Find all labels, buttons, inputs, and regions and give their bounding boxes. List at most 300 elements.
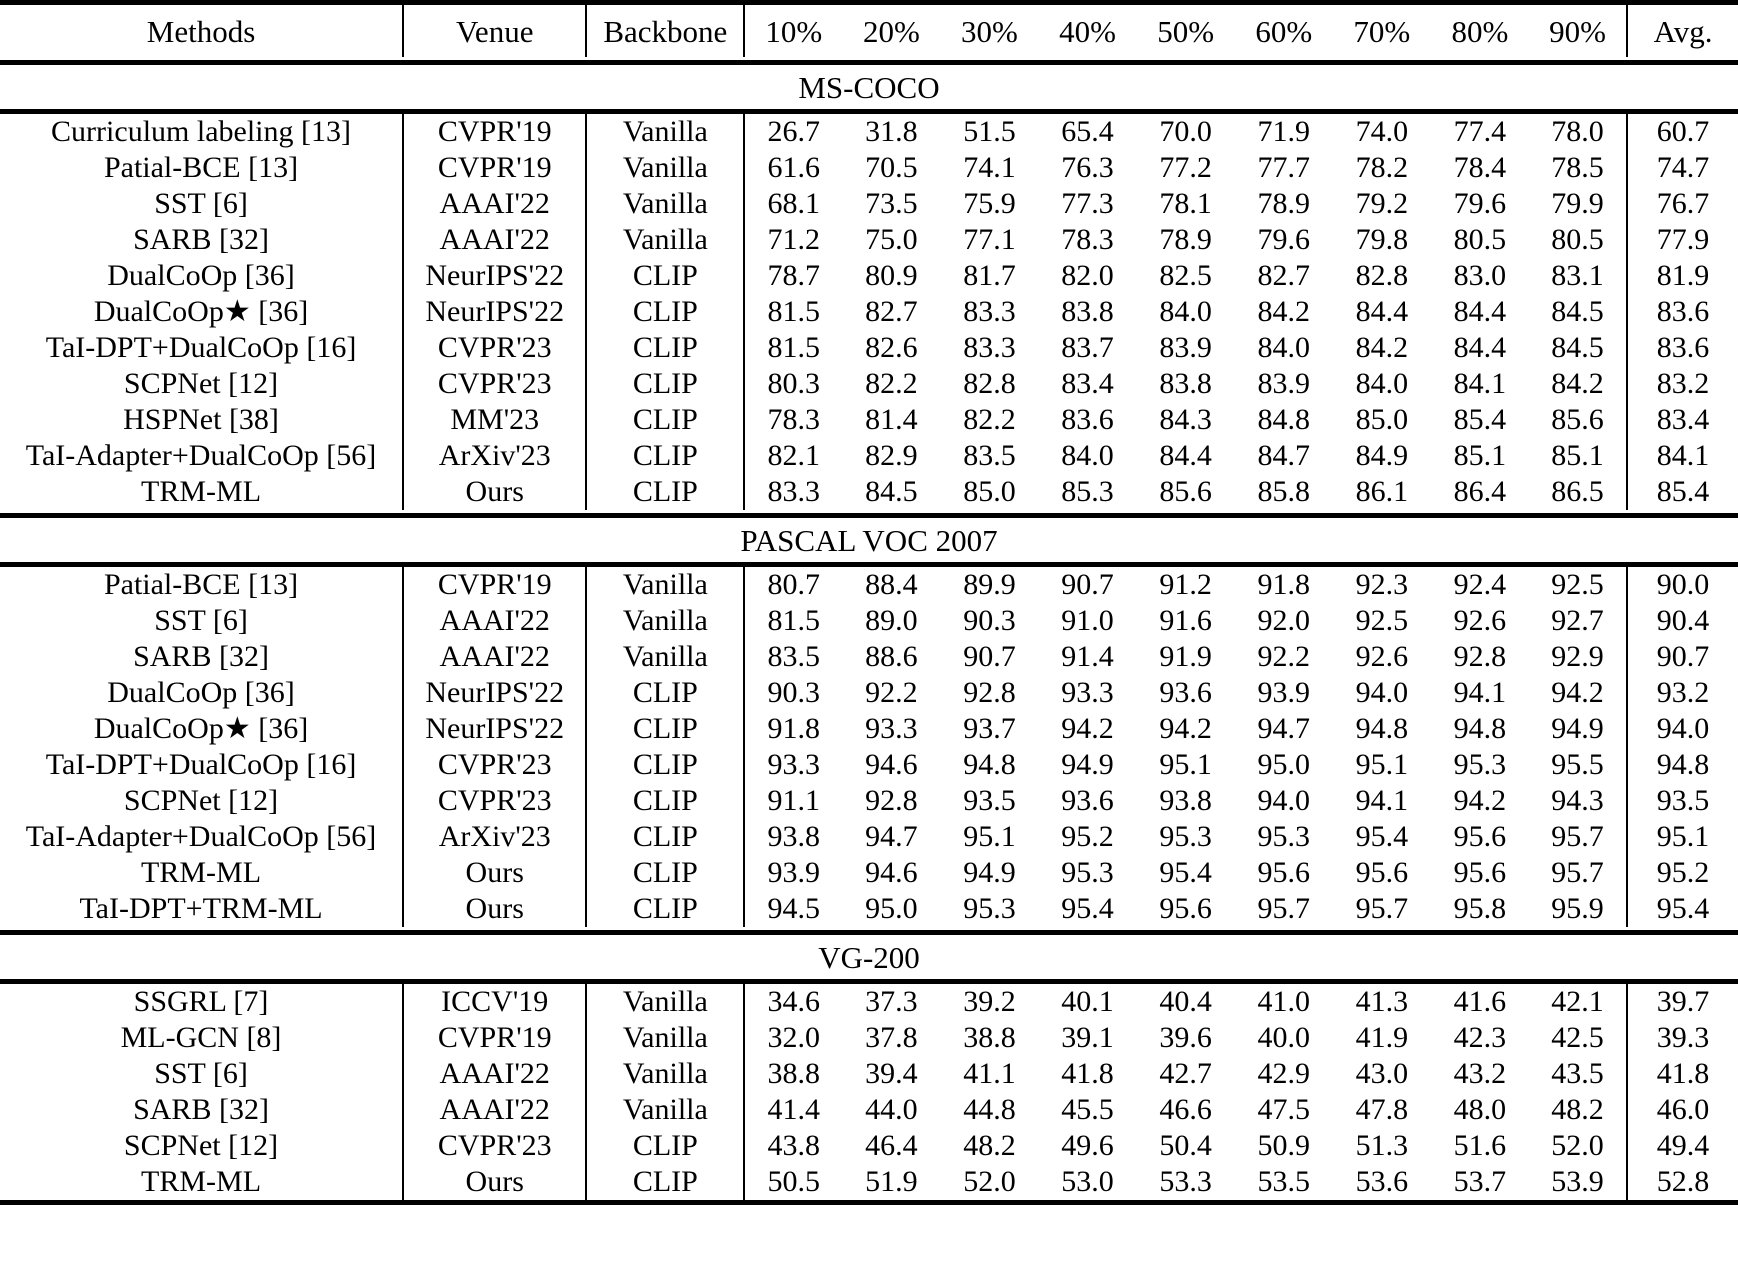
- venue-cell: CVPR'23: [403, 330, 586, 366]
- value-cell-70: 84.2: [1355, 331, 1409, 364]
- value-cell-60: 42.9: [1257, 1057, 1310, 1090]
- method-name-cell: SARB [32]: [133, 640, 269, 673]
- value-cell-80: 80.5: [1453, 223, 1507, 256]
- value-cell-90: 94.3: [1551, 784, 1604, 817]
- backbone-cell: CLIP: [586, 1164, 744, 1203]
- value-cell-70: 94.0: [1355, 676, 1409, 709]
- value-cell-90: 53.9: [1529, 1164, 1627, 1203]
- avg-cell: 83.6: [1627, 294, 1738, 330]
- value-cell-30: 89.9: [963, 568, 1016, 601]
- avg-cell: 76.7: [1627, 186, 1738, 222]
- value-cell-40: 91.4: [1061, 640, 1114, 673]
- value-cell-10: 38.8: [744, 1056, 842, 1092]
- value-cell-80: 83.0: [1453, 259, 1507, 292]
- value-cell-60: 93.9: [1257, 676, 1310, 709]
- value-cell-90: 42.5: [1551, 1021, 1604, 1054]
- venue-cell: CVPR'23: [403, 747, 586, 783]
- method-name-cell: SCPNet [12]: [123, 784, 279, 817]
- backbone-cell: CLIP: [586, 330, 744, 366]
- value-cell-50: 83.8: [1159, 367, 1212, 400]
- value-cell-60: 84.7: [1257, 439, 1310, 472]
- backbone-cell: CLIP: [586, 747, 744, 783]
- value-cell-70: 85.0: [1355, 403, 1409, 436]
- backbone-cell: CLIP: [586, 474, 744, 510]
- value-cell-50: 83.9: [1159, 331, 1212, 364]
- value-cell-10: 91.8: [744, 711, 842, 747]
- value-cell-40: 77.3: [1061, 187, 1114, 220]
- value-cell-60: 84.0: [1257, 331, 1310, 364]
- method-name-cell: Patial-BCE [13]: [103, 568, 299, 601]
- table-row: [0, 330, 1738, 366]
- value-cell-50: 93.8: [1159, 784, 1212, 817]
- value-cell-90: 80.5: [1551, 223, 1604, 256]
- table-row: [0, 474, 1738, 510]
- backbone-cell: CLIP: [586, 855, 744, 891]
- value-cell-20: 39.4: [865, 1057, 918, 1090]
- value-cell-60: 79.6: [1257, 223, 1310, 256]
- value-cell-60: 95.0: [1257, 748, 1310, 781]
- column-header-percent-80: 80%: [1431, 3, 1529, 58]
- value-cell-50: 84.4: [1159, 439, 1212, 472]
- value-cell-90: 78.0: [1551, 115, 1604, 148]
- value-cell-20: 82.6: [865, 331, 918, 364]
- value-cell-60: 94.7: [1257, 712, 1310, 745]
- dataset-name-pascal-voc-2007: PASCAL VOC 2007: [0, 516, 1738, 565]
- value-cell-80: 41.6: [1453, 985, 1507, 1018]
- results-table-body: [0, 3, 1738, 1203]
- value-cell-10: 50.5: [744, 1164, 842, 1203]
- avg-cell: 95.2: [1627, 855, 1738, 891]
- method-name-cell: DualCoOp [36]: [107, 676, 295, 709]
- value-cell-90: 85.6: [1551, 403, 1604, 436]
- value-cell-90: 86.5: [1551, 475, 1604, 508]
- venue-cell: CVPR'19: [403, 112, 586, 151]
- backbone-cell: CLIP: [586, 366, 744, 402]
- value-cell-10: 83.5: [744, 639, 842, 675]
- backbone-cell: Vanilla: [586, 603, 744, 639]
- value-cell-10: 78.3: [744, 402, 842, 438]
- value-cell-10: 81.5: [744, 294, 842, 330]
- value-cell-80: 94.8: [1453, 712, 1507, 745]
- value-cell-80: 92.8: [1453, 640, 1507, 673]
- value-cell-90: 48.2: [1551, 1093, 1604, 1126]
- value-cell-80: 77.4: [1453, 115, 1507, 148]
- value-cell-60: 82.7: [1257, 259, 1310, 292]
- column-header-percent-60: 60%: [1235, 3, 1333, 58]
- value-cell-60: 95.7: [1257, 892, 1310, 925]
- value-cell-30: 95.1: [963, 820, 1016, 853]
- value-cell-30: 90.3: [963, 604, 1016, 637]
- column-header-methods: Methods: [0, 3, 403, 58]
- value-cell-90: 95.9: [1551, 892, 1604, 925]
- value-cell-10: 61.6: [744, 150, 842, 186]
- value-cell-10: 81.5: [744, 330, 842, 366]
- value-cell-60: 71.9: [1257, 115, 1310, 148]
- value-cell-90: 95.7: [1551, 856, 1604, 889]
- method-name-cell: DualCoOp★ [36]: [93, 295, 309, 328]
- column-header-percent-20: 20%: [842, 3, 940, 58]
- table-row: [0, 855, 1738, 891]
- table-row: [0, 603, 1738, 639]
- value-cell-80: 95.6: [1453, 820, 1507, 853]
- value-cell-60: 85.8: [1257, 475, 1310, 508]
- value-cell-90: 43.5: [1551, 1057, 1604, 1090]
- value-cell-90: 84.5: [1551, 295, 1604, 328]
- value-cell-30: 83.5: [963, 439, 1016, 472]
- value-cell-30: 83.3: [963, 295, 1016, 328]
- value-cell-70: 94.8: [1355, 712, 1409, 745]
- value-cell-20: 84.5: [865, 475, 918, 508]
- value-cell-60: 47.5: [1257, 1093, 1310, 1126]
- value-cell-10: 81.5: [744, 603, 842, 639]
- method-name-cell: DualCoOp [36]: [107, 259, 295, 292]
- value-cell-30: 48.2: [963, 1129, 1016, 1162]
- value-cell-50: 40.4: [1159, 985, 1212, 1018]
- table-header-row: [0, 3, 1738, 58]
- dataset-name-ms-coco: MS-COCO: [0, 63, 1738, 112]
- table-row: [0, 982, 1738, 1021]
- value-cell-70: 78.2: [1355, 151, 1409, 184]
- value-cell-30: 52.0: [940, 1164, 1038, 1203]
- value-cell-80: 95.3: [1453, 748, 1507, 781]
- value-cell-50: 91.2: [1159, 568, 1212, 601]
- method-name-cell: TaI-DPT+DualCoOp [16]: [45, 748, 357, 781]
- venue-cell: CVPR'19: [403, 1020, 586, 1056]
- value-cell-30: 85.0: [963, 475, 1016, 508]
- value-cell-40: 78.3: [1061, 223, 1114, 256]
- value-cell-70: 94.1: [1355, 784, 1409, 817]
- value-cell-60: 84.8: [1257, 403, 1310, 436]
- value-cell-40: 93.6: [1061, 784, 1114, 817]
- method-name-cell: Curriculum labeling [13]: [51, 115, 351, 148]
- value-cell-70: 43.0: [1355, 1057, 1409, 1090]
- value-cell-40: 85.3: [1061, 475, 1114, 508]
- backbone-cell: Vanilla: [586, 1092, 744, 1128]
- value-cell-30: 75.9: [963, 187, 1016, 220]
- backbone-cell: Vanilla: [586, 1056, 744, 1092]
- value-cell-90: 42.1: [1551, 985, 1604, 1018]
- venue-cell: AAAI'22: [403, 1056, 586, 1092]
- value-cell-20: 81.4: [865, 403, 918, 436]
- value-cell-30: 93.7: [963, 712, 1016, 745]
- method-name-cell: SST [6]: [154, 604, 248, 637]
- value-cell-90: 79.9: [1551, 187, 1604, 220]
- value-cell-50: 84.3: [1159, 403, 1212, 436]
- value-cell-10: 41.4: [744, 1092, 842, 1128]
- value-cell-70: 92.5: [1355, 604, 1409, 637]
- value-cell-20: 37.8: [865, 1021, 918, 1054]
- value-cell-60: 95.6: [1257, 856, 1310, 889]
- method-name-cell: TaI-DPT+DualCoOp [16]: [45, 331, 357, 364]
- value-cell-30: 81.7: [963, 259, 1016, 292]
- value-cell-50: 95.1: [1159, 748, 1212, 781]
- backbone-cell: CLIP: [586, 819, 744, 855]
- value-cell-80: 84.4: [1453, 331, 1507, 364]
- value-cell-30: 74.1: [963, 151, 1016, 184]
- value-cell-60: 78.9: [1257, 187, 1310, 220]
- value-cell-30: 38.8: [963, 1021, 1016, 1054]
- value-cell-40: 93.3: [1061, 676, 1114, 709]
- value-cell-70: 53.6: [1333, 1164, 1431, 1203]
- value-cell-20: 51.9: [842, 1164, 940, 1203]
- value-cell-60: 95.3: [1257, 820, 1310, 853]
- column-header-percent-10: 10%: [744, 3, 842, 58]
- value-cell-30: 77.1: [963, 223, 1016, 256]
- avg-cell: 90.4: [1627, 603, 1738, 639]
- value-cell-50: 93.6: [1159, 676, 1212, 709]
- value-cell-20: 31.8: [865, 115, 918, 148]
- value-cell-90: 83.1: [1551, 259, 1604, 292]
- value-cell-10: 32.0: [744, 1020, 842, 1056]
- value-cell-40: 94.9: [1061, 748, 1114, 781]
- value-cell-70: 41.9: [1355, 1021, 1409, 1054]
- backbone-cell: CLIP: [586, 675, 744, 711]
- venue-cell: AAAI'22: [403, 222, 586, 258]
- table-row: [0, 438, 1738, 474]
- table-row: [0, 1092, 1738, 1128]
- dataset-section-header: [0, 516, 1738, 565]
- value-cell-50: 50.4: [1159, 1129, 1212, 1162]
- value-cell-70: 95.1: [1355, 748, 1409, 781]
- value-cell-70: 95.6: [1355, 856, 1409, 889]
- table-row: [0, 1056, 1738, 1092]
- value-cell-40: 39.1: [1061, 1021, 1114, 1054]
- value-cell-70: 79.2: [1355, 187, 1409, 220]
- value-cell-80: 42.3: [1453, 1021, 1507, 1054]
- value-cell-70: 92.3: [1355, 568, 1409, 601]
- value-cell-30: 93.5: [963, 784, 1016, 817]
- avg-cell: 39.3: [1627, 1020, 1738, 1056]
- value-cell-80: 92.4: [1453, 568, 1507, 601]
- avg-cell: 95.1: [1627, 819, 1738, 855]
- value-cell-40: 53.0: [1039, 1164, 1137, 1203]
- table-row: [0, 675, 1738, 711]
- table-row: [0, 1128, 1738, 1164]
- venue-cell: NeurIPS'22: [403, 675, 586, 711]
- value-cell-40: 94.2: [1061, 712, 1114, 745]
- avg-cell: 95.4: [1627, 891, 1738, 927]
- value-cell-50: 39.6: [1159, 1021, 1212, 1054]
- value-cell-40: 82.0: [1061, 259, 1114, 292]
- value-cell-80: 53.7: [1431, 1164, 1529, 1203]
- value-cell-10: 91.1: [744, 783, 842, 819]
- value-cell-60: 40.0: [1257, 1021, 1310, 1054]
- value-cell-10: 80.3: [744, 366, 842, 402]
- value-cell-90: 52.0: [1551, 1129, 1604, 1162]
- value-cell-40: 83.7: [1061, 331, 1114, 364]
- table-row: [0, 891, 1738, 927]
- value-cell-70: 95.7: [1355, 892, 1409, 925]
- value-cell-30: 90.7: [963, 640, 1016, 673]
- value-cell-50: 82.5: [1159, 259, 1212, 292]
- venue-cell: AAAI'22: [403, 639, 586, 675]
- table-row: [0, 294, 1738, 330]
- venue-cell: CVPR'19: [403, 150, 586, 186]
- value-cell-20: 80.9: [865, 259, 918, 292]
- value-cell-80: 92.6: [1453, 604, 1507, 637]
- table-row: [0, 258, 1738, 294]
- avg-cell: 85.4: [1627, 474, 1738, 510]
- table-row: [0, 747, 1738, 783]
- avg-cell: 60.7: [1627, 112, 1738, 151]
- value-cell-70: 84.4: [1355, 295, 1409, 328]
- value-cell-80: 84.1: [1453, 367, 1507, 400]
- value-cell-10: 71.2: [744, 222, 842, 258]
- value-cell-50: 42.7: [1159, 1057, 1212, 1090]
- value-cell-30: 44.8: [963, 1093, 1016, 1126]
- value-cell-10: 93.8: [744, 819, 842, 855]
- value-cell-60: 92.0: [1257, 604, 1310, 637]
- value-cell-70: 95.4: [1355, 820, 1409, 853]
- value-cell-20: 82.9: [865, 439, 918, 472]
- value-cell-60: 50.9: [1257, 1129, 1310, 1162]
- value-cell-10: 83.3: [744, 474, 842, 510]
- venue-cell: CVPR'23: [403, 366, 586, 402]
- method-name-cell: SCPNet [12]: [123, 1129, 279, 1162]
- value-cell-30: 51.5: [963, 115, 1016, 148]
- table-row: [0, 1164, 1738, 1203]
- value-cell-20: 82.2: [865, 367, 918, 400]
- value-cell-30: 94.8: [963, 748, 1016, 781]
- value-cell-10: 78.7: [744, 258, 842, 294]
- column-header-backbone: Backbone: [586, 3, 744, 58]
- value-cell-80: 94.1: [1453, 676, 1507, 709]
- avg-cell: 94.0: [1627, 711, 1738, 747]
- value-cell-30: 82.2: [963, 403, 1016, 436]
- method-name-cell: TRM-ML: [141, 856, 262, 889]
- value-cell-70: 82.8: [1355, 259, 1409, 292]
- method-name-cell: SARB [32]: [133, 223, 269, 256]
- value-cell-10: 80.7: [744, 565, 842, 604]
- value-cell-60: 84.2: [1257, 295, 1310, 328]
- value-cell-90: 95.5: [1551, 748, 1604, 781]
- value-cell-30: 39.2: [963, 985, 1016, 1018]
- value-cell-90: 92.9: [1551, 640, 1604, 673]
- table-row: [0, 783, 1738, 819]
- table-row: [0, 1020, 1738, 1056]
- venue-cell: NeurIPS'22: [403, 258, 586, 294]
- column-header-percent-40: 40%: [1039, 3, 1137, 58]
- method-name-cell: TaI-Adapter+DualCoOp [56]: [25, 439, 377, 472]
- backbone-cell: Vanilla: [586, 222, 744, 258]
- value-cell-60: 77.7: [1257, 151, 1310, 184]
- value-cell-90: 94.9: [1551, 712, 1604, 745]
- value-cell-10: 26.7: [744, 112, 842, 151]
- avg-cell: 93.5: [1627, 783, 1738, 819]
- backbone-cell: CLIP: [586, 891, 744, 927]
- value-cell-50: 91.9: [1159, 640, 1212, 673]
- method-name-cell: SST [6]: [154, 187, 248, 220]
- value-cell-30: 82.8: [963, 367, 1016, 400]
- value-cell-60: 41.0: [1257, 985, 1310, 1018]
- venue-cell: MM'23: [403, 402, 586, 438]
- value-cell-20: 88.6: [865, 640, 918, 673]
- dataset-name-vg-200: VG-200: [0, 933, 1738, 982]
- value-cell-40: 76.3: [1061, 151, 1114, 184]
- value-cell-80: 78.4: [1453, 151, 1507, 184]
- value-cell-80: 84.4: [1453, 295, 1507, 328]
- value-cell-20: 75.0: [865, 223, 918, 256]
- value-cell-50: 84.0: [1159, 295, 1212, 328]
- method-name-cell: TRM-ML: [141, 475, 262, 508]
- column-header-avg: Avg.: [1627, 3, 1738, 58]
- value-cell-70: 84.9: [1355, 439, 1409, 472]
- value-cell-80: 48.0: [1453, 1093, 1507, 1126]
- value-cell-60: 92.2: [1257, 640, 1310, 673]
- value-cell-90: 78.5: [1551, 151, 1604, 184]
- venue-cell: CVPR'19: [403, 565, 586, 604]
- value-cell-40: 45.5: [1061, 1093, 1114, 1126]
- table-row: [0, 711, 1738, 747]
- dataset-section-header: [0, 933, 1738, 982]
- value-cell-40: 95.2: [1061, 820, 1114, 853]
- value-cell-20: 70.5: [865, 151, 918, 184]
- venue-cell: Ours: [403, 891, 586, 927]
- backbone-cell: Vanilla: [586, 112, 744, 151]
- column-header-percent-50: 50%: [1137, 3, 1235, 58]
- column-header-venue: Venue: [403, 3, 586, 58]
- column-header-percent-70: 70%: [1333, 3, 1431, 58]
- value-cell-10: 68.1: [744, 186, 842, 222]
- value-cell-80: 86.4: [1453, 475, 1507, 508]
- value-cell-50: 77.2: [1159, 151, 1212, 184]
- value-cell-70: 86.1: [1355, 475, 1409, 508]
- value-cell-40: 49.6: [1061, 1129, 1114, 1162]
- value-cell-40: 91.0: [1061, 604, 1114, 637]
- value-cell-80: 95.8: [1453, 892, 1507, 925]
- value-cell-30: 95.3: [963, 892, 1016, 925]
- value-cell-70: 79.8: [1355, 223, 1409, 256]
- value-cell-70: 84.0: [1355, 367, 1409, 400]
- avg-cell: 90.7: [1627, 639, 1738, 675]
- backbone-cell: CLIP: [586, 258, 744, 294]
- value-cell-40: 90.7: [1061, 568, 1114, 601]
- method-name-cell: DualCoOp★ [36]: [93, 712, 309, 745]
- table-row: [0, 366, 1738, 402]
- avg-cell: 83.2: [1627, 366, 1738, 402]
- method-name-cell: HSPNet [38]: [123, 403, 279, 436]
- value-cell-20: 37.3: [865, 985, 918, 1018]
- value-cell-10: 82.1: [744, 438, 842, 474]
- table-row: [0, 402, 1738, 438]
- value-cell-40: 84.0: [1061, 439, 1114, 472]
- value-cell-40: 41.8: [1061, 1057, 1114, 1090]
- venue-cell: CVPR'23: [403, 1128, 586, 1164]
- value-cell-50: 95.3: [1159, 820, 1212, 853]
- value-cell-40: 95.4: [1061, 892, 1114, 925]
- value-cell-10: 90.3: [744, 675, 842, 711]
- venue-cell: CVPR'23: [403, 783, 586, 819]
- value-cell-60: 53.5: [1235, 1164, 1333, 1203]
- value-cell-70: 51.3: [1355, 1129, 1409, 1162]
- table-row: [0, 150, 1738, 186]
- method-name-cell: SCPNet [12]: [123, 367, 279, 400]
- column-header-percent-90: 90%: [1529, 3, 1627, 58]
- column-header-percent-30: 30%: [940, 3, 1038, 58]
- value-cell-60: 83.9: [1257, 367, 1310, 400]
- venue-cell: Ours: [403, 1164, 586, 1203]
- avg-cell: 84.1: [1627, 438, 1738, 474]
- backbone-cell: Vanilla: [586, 639, 744, 675]
- value-cell-50: 95.4: [1159, 856, 1212, 889]
- value-cell-80: 43.2: [1453, 1057, 1507, 1090]
- value-cell-20: 92.8: [865, 784, 918, 817]
- value-cell-40: 65.4: [1061, 115, 1114, 148]
- value-cell-50: 46.6: [1159, 1093, 1212, 1126]
- table-row: [0, 222, 1738, 258]
- value-cell-50: 53.3: [1137, 1164, 1235, 1203]
- value-cell-10: 93.9: [744, 855, 842, 891]
